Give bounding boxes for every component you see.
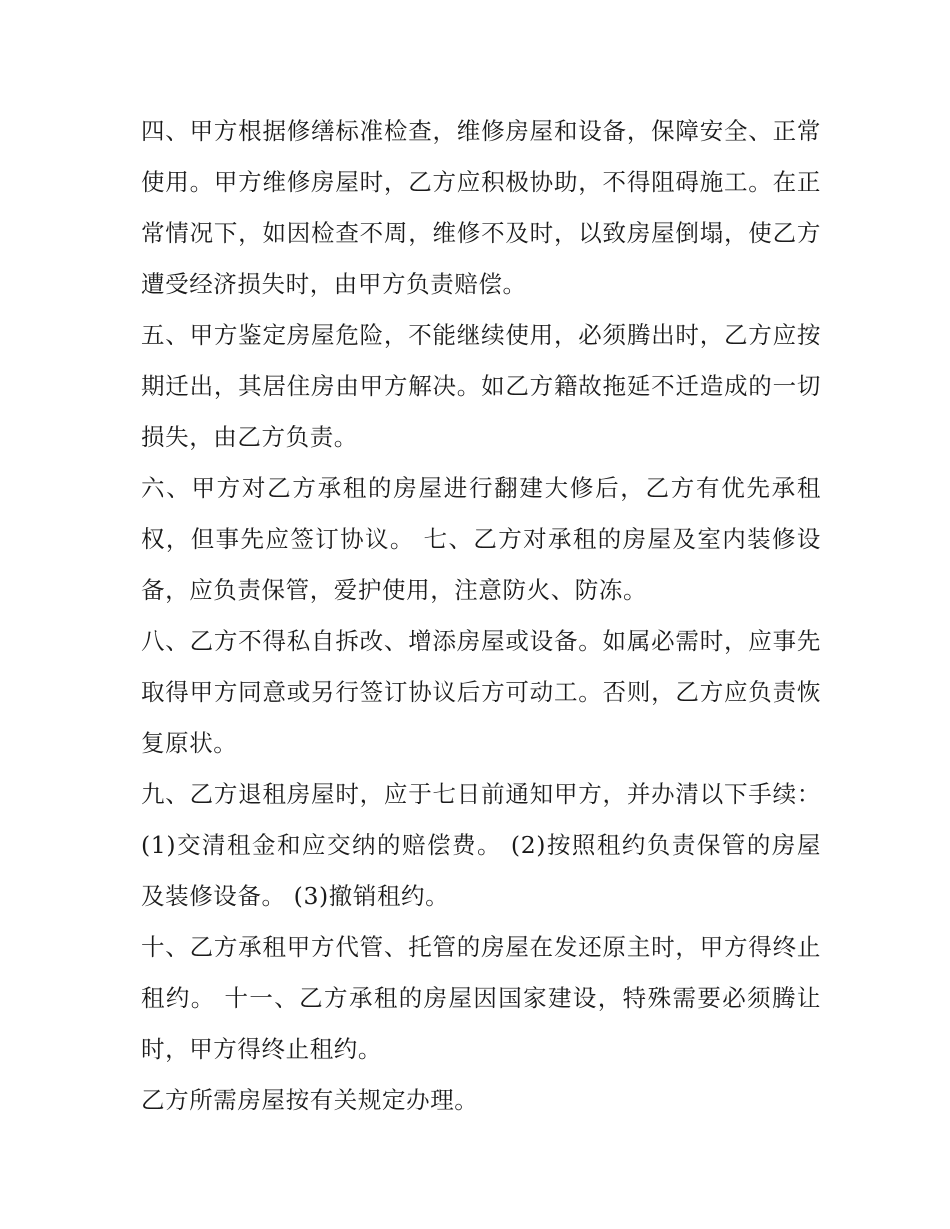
closing-paragraph: 乙方所需房屋按有关规定办理。 — [141, 1086, 479, 1114]
clause-6-7-paragraph: 六、甲方对乙方承租的房屋进行翻建大修后，乙方有优先承租权，但事先应签订协议。 七、乙方对承租的房屋及室内装修设备，应负责保管，爱护使用，注意防火、防冻。 — [141, 474, 821, 604]
clause-4-paragraph: 四、甲方根据修缮标准检查，维修房屋和设备，保障安全、正常使用。甲方维修房屋时，乙方应积极协助，不得阻碍施工。在正常情况下，如因检查不周，维修不及时，以致房屋倒塌，使乙方遭受经济损失时，由甲方负责赔偿。 — [141, 117, 821, 298]
clause-10-11-paragraph: 十、乙方承租甲方代管、托管的房屋在发还原主时，甲方得终止租约。 十一、乙方承租的房屋因国家建设，特殊需要必须腾让时，甲方得终止租约。 — [141, 933, 821, 1063]
clause-8-paragraph: 八、乙方不得私自拆改、增添房屋或设备。如属必需时，应事先取得甲方同意或另行签订协议后方可动工。否则，乙方应负责恢复原状。 — [141, 627, 821, 757]
clause-9-paragraph: 九、乙方退租房屋时，应于七日前通知甲方，并办清以下手续： (1)交清租金和应交纳的赔偿费。 (2)按照租约负责保管的房屋及装修设备。 (3)撤销租约。 — [141, 780, 821, 910]
clause-5-paragraph: 五、甲方鉴定房屋危险，不能继续使用，必须腾出时，乙方应按期迁出，其居住房由甲方解决。如乙方籍故拖延不迁造成的一切损失，由乙方负责。 — [141, 321, 821, 451]
document-body — [141, 106, 821, 1126]
